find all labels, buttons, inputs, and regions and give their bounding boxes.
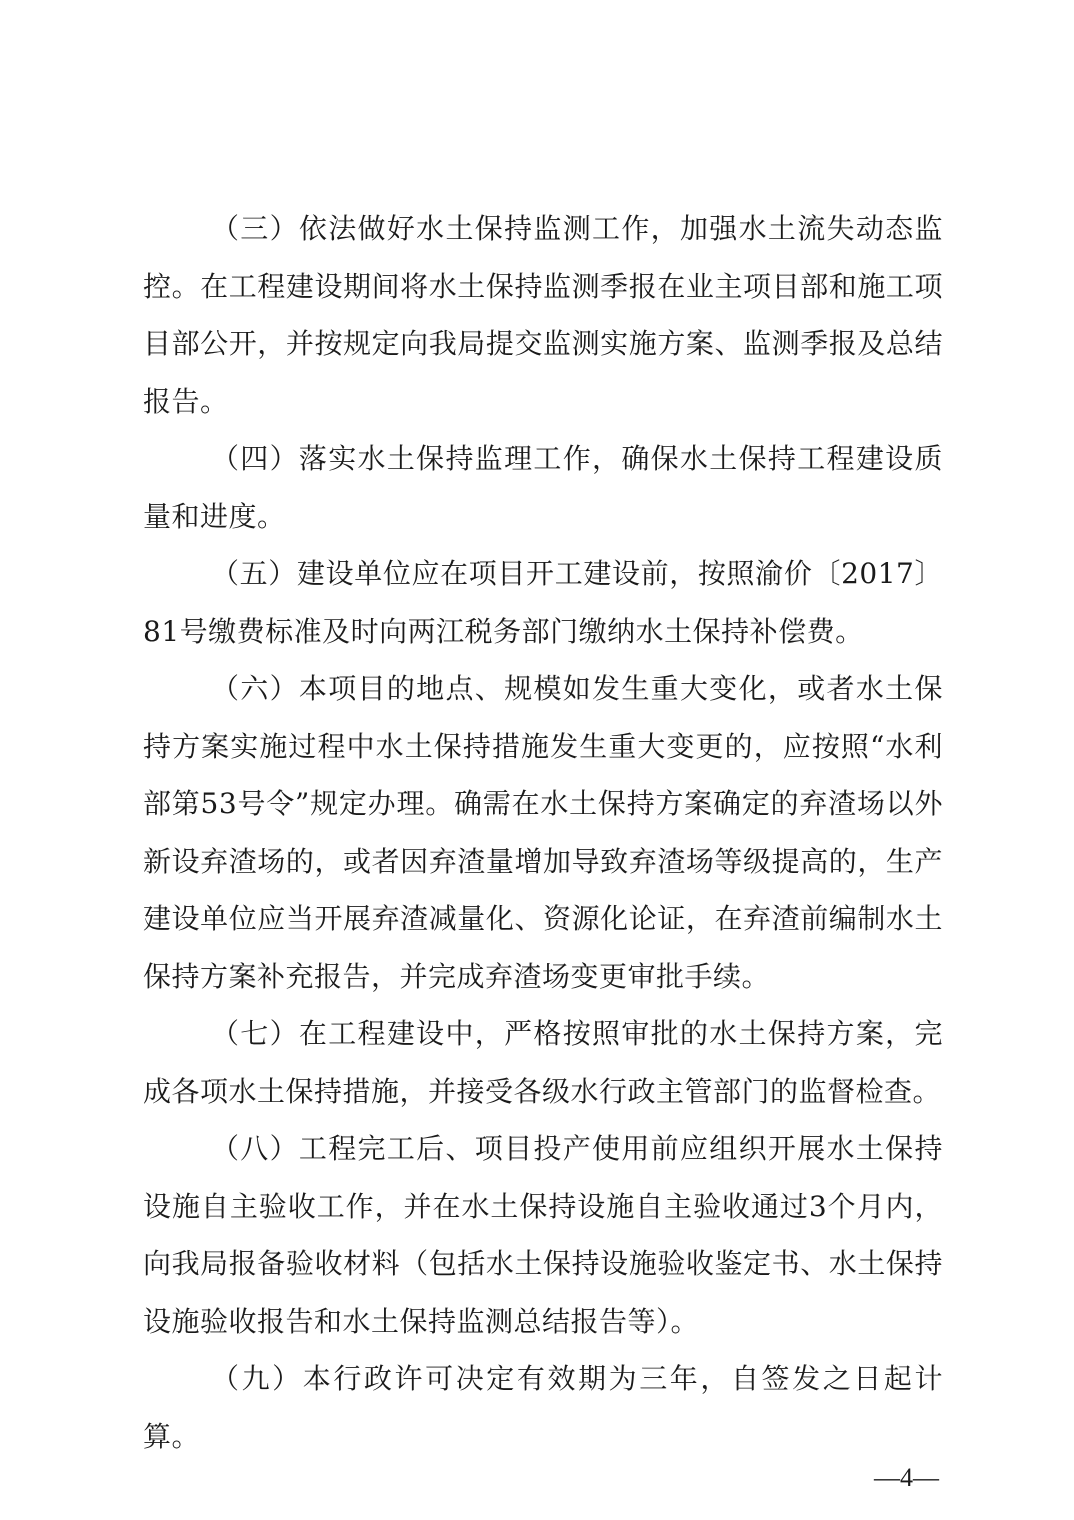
page-number: —4— <box>874 1463 939 1492</box>
paragraph-8: （八）工程完工后、项目投产使用前应组织开展水土保持设施自主验收工作，并在水土保持设施自主验收通过3个月内，向我局报备验收材料（包括水土保持设施验收鉴定书、水土保持设施验收报告和水土保持监测总结报告等）。 <box>143 1132 943 1338</box>
paragraph-6: （六）本项目的地点、规模如发生重大变化，或者水土保持方案实施过程中水土保持措施发生重大变更的，应按照“水利部第53号令”规定办理。确需在水土保持方案确定的弃渣场以外新设弃渣场的，或者因弃渣量增加导致弃渣场等级提高的，生产建设单位应当开展弃渣减量化、资源化论证，在弃渣前编制水土保持方案补充报告，并完成弃渣场变更审批手续。 <box>143 672 943 993</box>
paragraph-5: （五）建设单位应在项目开工建设前，按照渝价〔2017〕81号缴费标准及时向两江税务部门缴纳水土保持补偿费。 <box>143 557 943 648</box>
document-body <box>143 200 943 1465</box>
paragraph-4: （四）落实水土保持监理工作，确保水土保持工程建设质量和进度。 <box>143 442 943 533</box>
paragraph-7: （七）在工程建设中，严格按照审批的水土保持方案，完成各项水土保持措施，并接受各级水行政主管部门的监督检查。 <box>143 1017 943 1108</box>
paragraph-3: （三）依法做好水土保持监测工作，加强水土流失动态监控。在工程建设期间将水土保持监测季报在业主项目部和施工项目部公开，并按规定向我局提交监测实施方案、监测季报及总结报告。 <box>143 212 943 418</box>
paragraph-9: （九）本行政许可决定有效期为三年，自签发之日起计算。 <box>143 1362 943 1453</box>
